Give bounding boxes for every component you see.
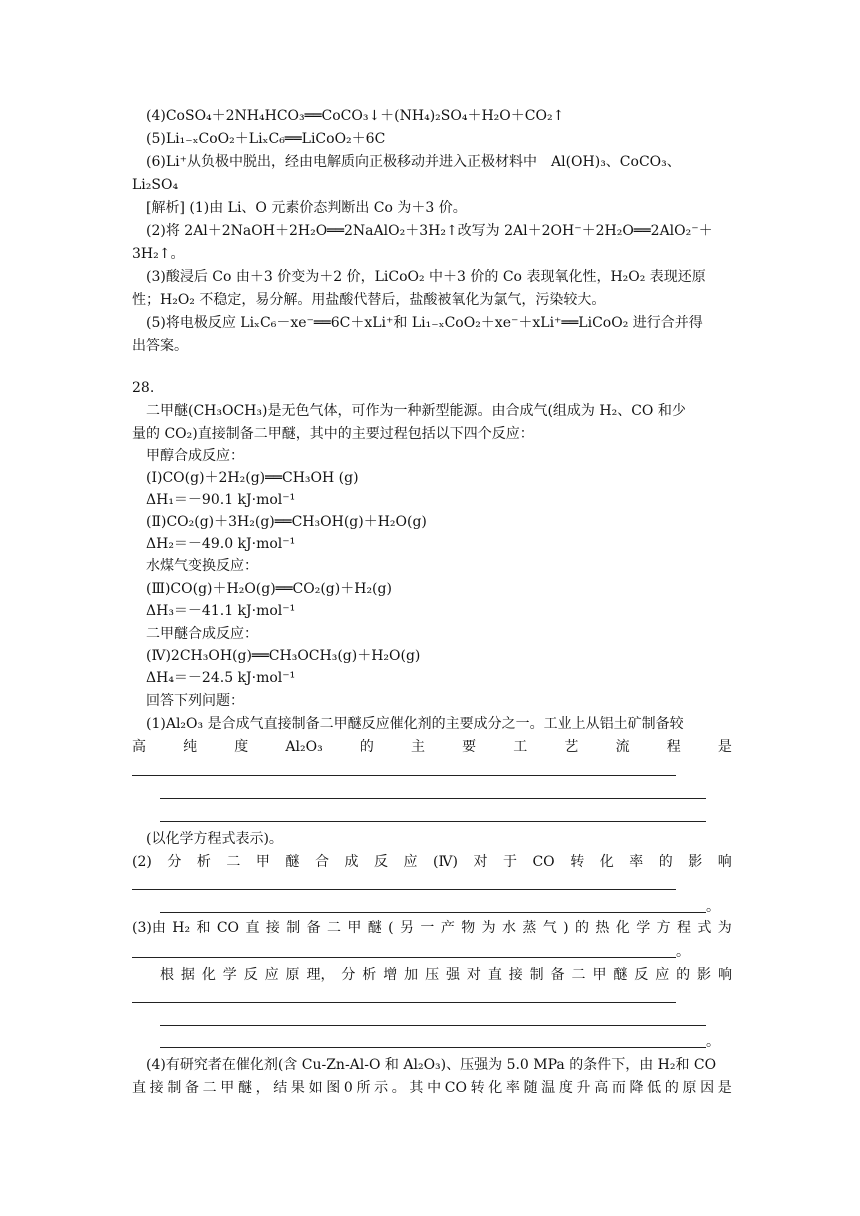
- word: 压: [425, 967, 440, 983]
- word: Al₂O₃: [285, 739, 323, 755]
- analysis-line-2a: (2)将 2Al＋2NaOH＋2H₂O══2NaAlO₂＋3H₂↑改写为 2Al＋2OH⁻＋2H₂O══2AlO₂⁻＋: [146, 223, 713, 239]
- word: CO: [532, 854, 555, 870]
- word: 气: [542, 920, 557, 936]
- word: 和: [196, 920, 211, 936]
- word: (3)由: [132, 920, 166, 936]
- word: CO: [444, 1080, 467, 1096]
- word: 随: [523, 1080, 538, 1096]
- word: ): [563, 920, 569, 936]
- word: 为: [481, 920, 496, 936]
- word: 加: [404, 967, 419, 983]
- heading-water-gas: 水煤气变换反应：: [146, 558, 258, 574]
- word: 蒸: [522, 920, 537, 936]
- enthalpy-3: ΔH₃＝－41.1 kJ·mol⁻¹: [146, 603, 296, 619]
- word: 应: [655, 967, 670, 983]
- answer-line-6a: (6)Li⁺从负极中脱出，经由电解质向正极移动并进入正极材料中 Al(OH)₃、CoCO₃、: [146, 154, 681, 170]
- word: 二: [327, 920, 341, 936]
- word: 制: [167, 1080, 182, 1096]
- word: 低: [647, 1080, 662, 1096]
- intro-line-2: 量的 CO₂)直接制备二甲醚，其中的主要过程包括以下四个反应：: [132, 426, 534, 442]
- word: 强: [445, 967, 460, 983]
- word: 制: [286, 920, 301, 936]
- analysis-line-5b: 出答案。: [132, 338, 188, 354]
- analysis-line-3a: (3)酸浸后 Co 由＋3 价变为＋2 价，LiCoO₂ 中＋3 价的 Co 表现氧化性，H₂O₂ 表现还原: [146, 269, 706, 285]
- word: 对: [473, 854, 488, 870]
- part1-note: (以化学方程式表示)。: [146, 831, 283, 847]
- word: 二: [571, 967, 586, 983]
- word: 甲: [592, 967, 607, 983]
- word: 化: [615, 920, 630, 936]
- answer-prompt: 回答下列问题：: [146, 693, 244, 709]
- analysis-line-1: [解析] (1)由 Li、O 元素价态判断出 Co 为＋3 价。: [146, 200, 467, 216]
- word: 而: [611, 1080, 626, 1096]
- word: (Ⅳ): [433, 854, 458, 870]
- answer-blank[interactable]: [132, 775, 676, 776]
- word: 化: [201, 967, 216, 983]
- word: 率: [629, 854, 644, 870]
- word: 于: [502, 854, 517, 870]
- word: 学: [636, 920, 651, 936]
- word: 化: [488, 1080, 503, 1096]
- word: 直: [132, 1080, 146, 1096]
- word: 水: [501, 920, 516, 936]
- word: 原: [285, 967, 300, 983]
- period-mark: 。: [706, 1034, 720, 1050]
- period-mark: 。: [706, 899, 720, 915]
- word: 学: [222, 967, 237, 983]
- word: CO: [216, 920, 240, 936]
- word: 反: [373, 854, 388, 870]
- word: H₂: [172, 920, 191, 936]
- word: 式: [697, 920, 712, 936]
- word: 温: [541, 1080, 556, 1096]
- word: 中: [427, 1080, 442, 1096]
- word: 程: [676, 920, 691, 936]
- word: 对: [466, 967, 481, 983]
- word: 二: [202, 1080, 217, 1096]
- word: 方: [656, 920, 671, 936]
- word: 。: [391, 1080, 406, 1096]
- answer-line-4: (4)CoSO₄＋2NH₄HCO₃══CoCO₃↓＋(NH₄)₂SO₄＋H₂O＋CO₂↑: [146, 108, 565, 124]
- word: 醚: [285, 854, 300, 870]
- word: 为: [717, 920, 732, 936]
- answer-line-6b: Li₂SO₄: [132, 177, 179, 193]
- word: 艺: [564, 739, 579, 755]
- word: 一: [420, 920, 435, 936]
- word: (2): [132, 854, 152, 870]
- word: 醚: [237, 1080, 252, 1096]
- word: 接: [508, 967, 523, 983]
- answer-blank[interactable]: [160, 798, 706, 799]
- word: 升: [576, 1080, 591, 1096]
- word: 反: [243, 967, 258, 983]
- word: 制: [529, 967, 544, 983]
- word: 据: [180, 967, 195, 983]
- answer-blank[interactable]: [160, 821, 706, 822]
- word: 率: [505, 1080, 520, 1096]
- word: 其: [409, 1080, 424, 1096]
- word: 响: [717, 854, 732, 870]
- word: 甲: [220, 1080, 235, 1096]
- answer-blank[interactable]: [160, 1025, 706, 1026]
- word: 热: [595, 920, 610, 936]
- word: 是: [717, 1080, 732, 1096]
- word: 的: [664, 1080, 679, 1096]
- reaction-1: (Ⅰ)CO(g)＋2H₂(g)══CH₃OH (g): [146, 470, 359, 486]
- word: 直: [245, 920, 260, 936]
- word: 增: [383, 967, 398, 983]
- word: 转: [570, 854, 585, 870]
- word: ，: [255, 1080, 270, 1096]
- word: 合: [314, 854, 329, 870]
- word: 影: [697, 967, 712, 983]
- heading-methanol: 甲醇合成反应：: [146, 448, 244, 464]
- part1-line-b: [132, 737, 732, 757]
- word: 甲: [347, 920, 362, 936]
- word: 析: [196, 854, 211, 870]
- word: 另: [400, 920, 415, 936]
- word: 如: [308, 1080, 323, 1096]
- word: 所: [356, 1080, 371, 1096]
- word: (: [388, 920, 394, 936]
- word: 因: [700, 1080, 715, 1096]
- word: 纯: [183, 739, 198, 755]
- word: 的: [359, 739, 374, 755]
- word: 醚: [613, 967, 628, 983]
- period-mark: 。: [676, 944, 690, 960]
- word: 备: [306, 920, 321, 936]
- word: 的: [676, 967, 691, 983]
- answer-blank[interactable]: [160, 1047, 706, 1048]
- word: 流: [615, 739, 630, 755]
- word: 示: [374, 1080, 389, 1096]
- word: 甲: [255, 854, 270, 870]
- part3-line: [132, 918, 732, 938]
- word: 分: [341, 967, 356, 983]
- word: 物: [461, 920, 476, 936]
- part1-line-a: (1)Al₂O₃ 是合成气直接制备二甲醚反应催化剂的主要成分之一。工业上从铝土矿制备较: [146, 716, 684, 732]
- question-number: 28.: [132, 380, 155, 396]
- answer-blank[interactable]: [132, 957, 676, 958]
- word: 析: [362, 967, 377, 983]
- part4-line-a: (4)有研究者在催化剂(含 Cu-Zn-Al-O 和 Al₂O₃)、压强为 5.0 MPa 的条件下，由 H₂和 CO: [146, 1057, 717, 1073]
- reaction-3: (Ⅲ)CO(g)＋H₂O(g)══CO₂(g)＋H₂(g): [146, 581, 392, 597]
- word: 度: [558, 1080, 573, 1096]
- reaction-4: (Ⅳ)2CH₃OH(g)══CH₃OCH₃(g)＋H₂O(g): [146, 648, 421, 664]
- word: 要: [462, 739, 477, 755]
- word: 应: [264, 967, 279, 983]
- word: 程: [666, 739, 681, 755]
- word: 的: [658, 854, 673, 870]
- word: 理，: [306, 967, 335, 983]
- word: 直: [487, 967, 502, 983]
- word: 工: [513, 739, 528, 755]
- word: 成: [344, 854, 359, 870]
- word: 果: [290, 1080, 305, 1096]
- enthalpy-2: ΔH₂＝－49.0 kJ·mol⁻¹: [146, 536, 296, 552]
- answer-blank[interactable]: [132, 889, 676, 890]
- word: 降: [629, 1080, 644, 1096]
- word: 原: [682, 1080, 697, 1096]
- analysis-line-3b: 性；H₂O₂ 不稳定，易分解。用盐酸代替后，盐酸被氧化为氯气，污染较大。: [132, 292, 606, 308]
- part4-line-b: [132, 1078, 732, 1098]
- answer-blank[interactable]: [132, 1002, 676, 1003]
- word: 0: [343, 1080, 353, 1096]
- word: 度: [234, 739, 249, 755]
- word: 高: [594, 1080, 609, 1096]
- word: 接: [149, 1080, 164, 1096]
- heading-dme: 二甲醚合成反应：: [146, 626, 258, 642]
- enthalpy-4: ΔH₄＝－24.5 kJ·mol⁻¹: [146, 670, 296, 686]
- intro-line-1: 二甲醚(CH₃OCH₃)是无色气体，可作为一种新型能源。由合成气(组成为 H₂、CO 和少: [146, 403, 686, 419]
- analysis-line-5a: (5)将电极反应 LiₓC₆－xe⁻══6C＋xLi⁺和 Li₁₋ₓCoO₂＋xe⁻＋xLi⁺══LiCoO₂ 进行合并得: [146, 315, 703, 331]
- word: 反: [634, 967, 649, 983]
- word: 结: [273, 1080, 288, 1096]
- word: 分: [167, 854, 182, 870]
- reaction-2: (Ⅱ)CO₂(g)＋3H₂(g)══CH₃OH(g)＋H₂O(g): [146, 514, 427, 530]
- word: 接: [265, 920, 280, 936]
- word: 图: [326, 1080, 341, 1096]
- enthalpy-1: ΔH₁＝－90.1 kJ·mol⁻¹: [146, 492, 296, 508]
- word: 化: [599, 854, 614, 870]
- word: 备: [550, 967, 565, 983]
- analysis-line-2b: 3H₂↑。: [132, 246, 185, 262]
- word: 响: [717, 967, 732, 983]
- word: 主: [411, 739, 425, 755]
- part3-line-b: [160, 965, 732, 985]
- word: 产: [440, 920, 455, 936]
- word: 高: [132, 739, 146, 755]
- answer-blank[interactable]: [160, 912, 706, 913]
- word: 是: [717, 739, 732, 755]
- word: 备: [184, 1080, 199, 1096]
- answer-line-5: (5)Li₁₋ₓCoO₂＋LiₓC₆══LiCoO₂＋6C: [146, 131, 386, 147]
- word: 转: [470, 1080, 485, 1096]
- word: 应: [403, 854, 418, 870]
- part2-line: [132, 852, 732, 872]
- word: 影: [688, 854, 703, 870]
- word: 二: [226, 854, 241, 870]
- word: 的: [575, 920, 590, 936]
- word: 醚: [367, 920, 382, 936]
- word: 根: [160, 967, 174, 983]
